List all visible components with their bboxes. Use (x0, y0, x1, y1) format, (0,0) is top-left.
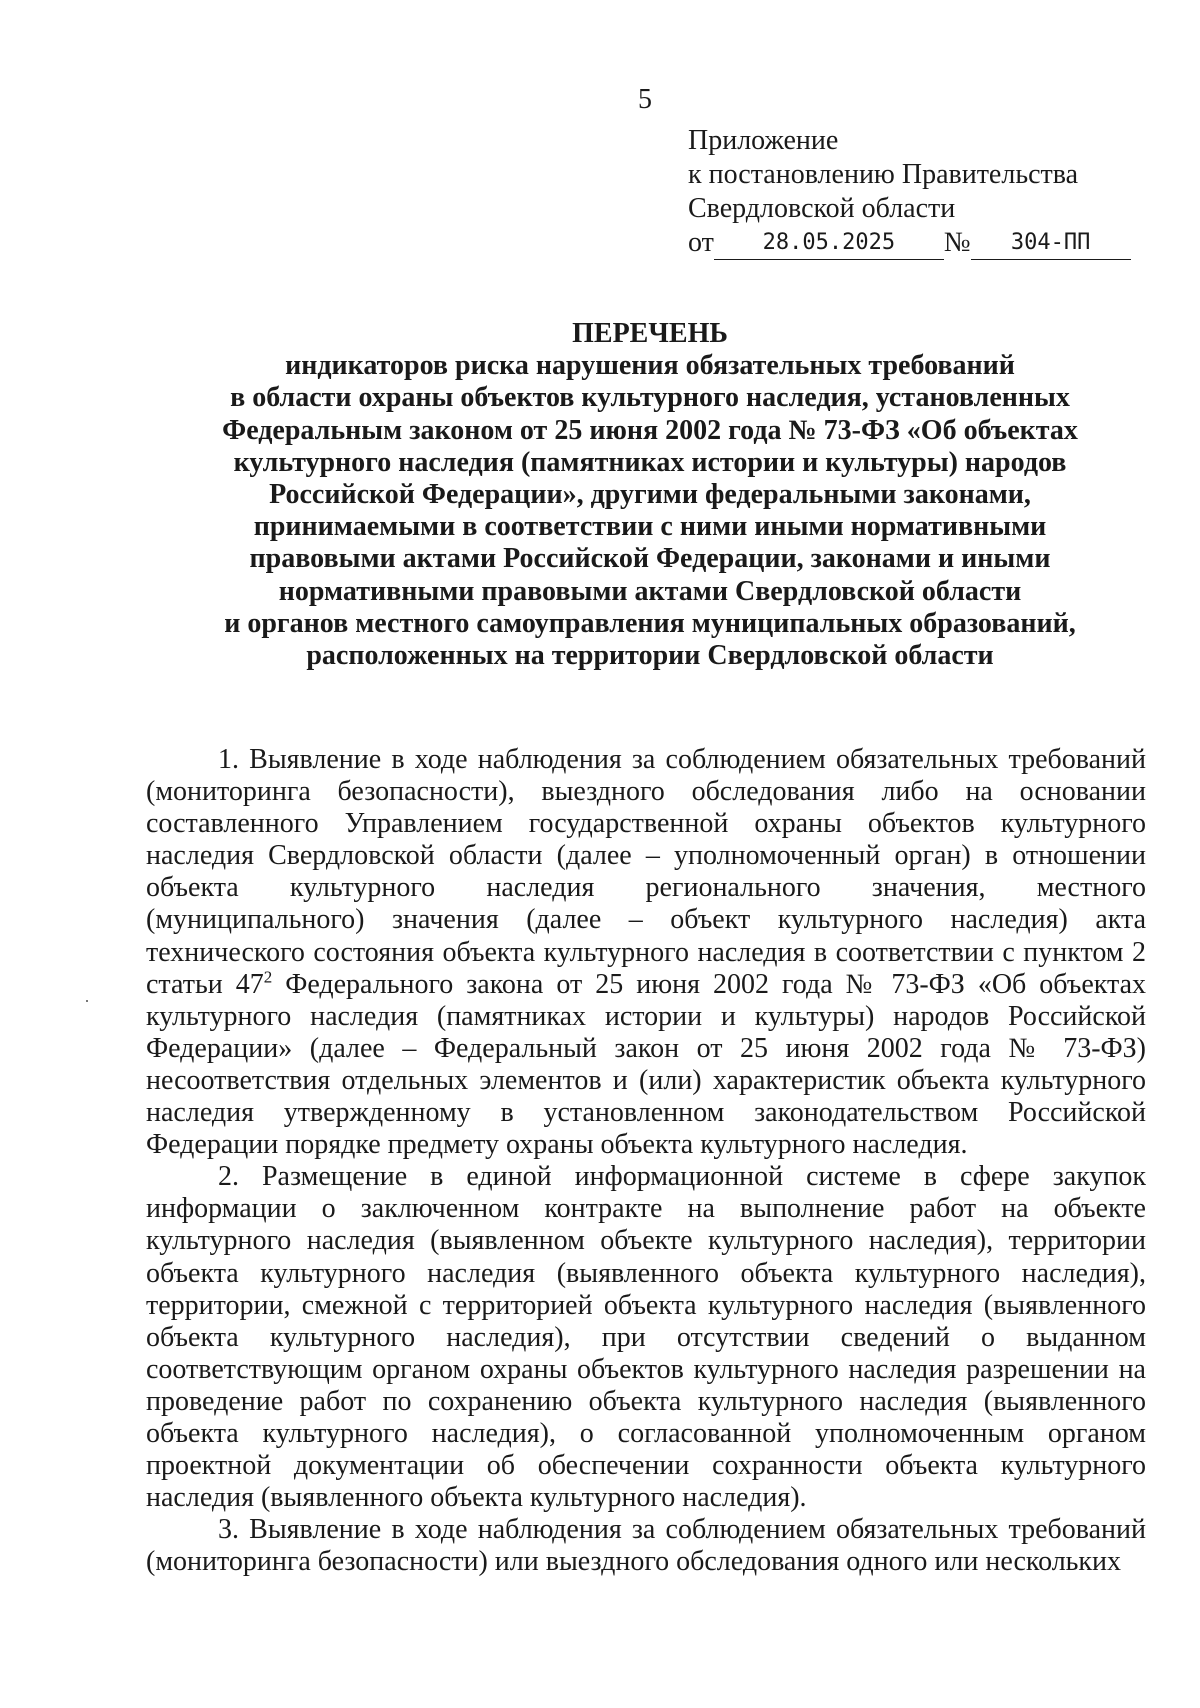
paragraph-3: 3. Выявление в ходе наблюдения за соблюдением обязательных требований (мониторинга безопасности) или выездного обследования одного или нескольких (146, 1514, 1146, 1578)
document-title: ПЕРЕЧЕНЬ (572, 318, 728, 349)
title-line: культурного наследия (памятниках истории и культуры) народов (233, 446, 1067, 478)
title-line: принимаемыми в соответствии с ними иными нормативными (253, 511, 1047, 543)
title-line: нормативными правовыми актами Свердловской области (278, 575, 1022, 607)
resolution-date: 28.05.2025 (714, 230, 944, 260)
title-line: расположенных на территории Свердловской области (306, 640, 994, 672)
appendix-line-1: Приложение (688, 125, 839, 156)
title-line: индикаторов риска нарушения обязательных требований (285, 350, 1015, 382)
resolution-number: 304-ПП (971, 230, 1131, 260)
article-superscript: 2 (263, 967, 273, 987)
title-line: и органов местного самоуправления муниципальных образований, (224, 607, 1076, 639)
paragraph-1 (146, 744, 1146, 1161)
appendix-line-2: к постановлению Правительства (688, 159, 1079, 190)
paragraph-1-text-b: Федерального закона от 25 июня 2002 года № 73-ФЗ «Об объектах культурного наследия (памятниках истории и культуры) народов Российской Федерации» (далее – Федеральный закон от 25 июня 2002 года № 73-ФЗ) несоответствия отдельных элементов и (или) характеристик объекта культурного наследия утвержденному в установленном законодательством Российской Федерации порядке предмету охраны объекта культурного наследия. (146, 968, 1146, 1161)
title-line: в области охраны объектов культурного наследия, установленных (230, 382, 1070, 414)
scan-artifact (86, 1000, 88, 1002)
number-prefix: № (943, 227, 971, 258)
page-number: 5 (638, 84, 652, 115)
date-prefix: от (688, 227, 714, 258)
appendix-line-3: Свердловской области (688, 193, 956, 224)
registration-line (688, 226, 1158, 260)
title-line: Российской Федерации», другими федеральными законами, (269, 479, 1031, 511)
paragraph-2: 2. Размещение в единой информационной системе в сфере закупок информации о заключенном контракте на выполнение работ на объекте культурного наследия (выявленном объекте культурного наследия), территории объекта культурного наследия (выявленного объекта культурного наследия), территории, смежной с территорией объекта культурного наследия (выявленного объекта культурного наследия), при отсутствии сведений о выданном соответствующим органом охраны объектов культурного наследия разрешении на проведение работ по сохранению объекта культурного наследия (выявленного объекта культурного наследия), о согласованной уполномоченным органом проектной документации об обеспечении сохранности объекта культурного наследия (выявленного объекта культурного наследия). (146, 1161, 1146, 1514)
appendix-block (688, 124, 1158, 260)
document-body (146, 744, 1146, 1578)
title-line: Федеральным законом от 25 июня 2002 года № 73-ФЗ «Об объектах (222, 414, 1078, 446)
title-line: правовыми актами Российской Федерации, законами и иными (249, 543, 1051, 575)
document-title-block (120, 318, 1180, 672)
paragraph-1-text-a: 1. Выявление в ходе наблюдения за соблюдением обязательных требований (мониторинга безопасности), выездного обследования либо на основании составленного Управлением государственной охраны объектов культурного наследия Свердловской области (далее – уполномоченный орган) в отношении объекта культурного наследия регионального значения, местного (муниципального) значения (далее – объект культурного наследия) акта технического состояния объекта культурного наследия в соответствии с пунктом 2 статьи 47 (146, 744, 1146, 1000)
